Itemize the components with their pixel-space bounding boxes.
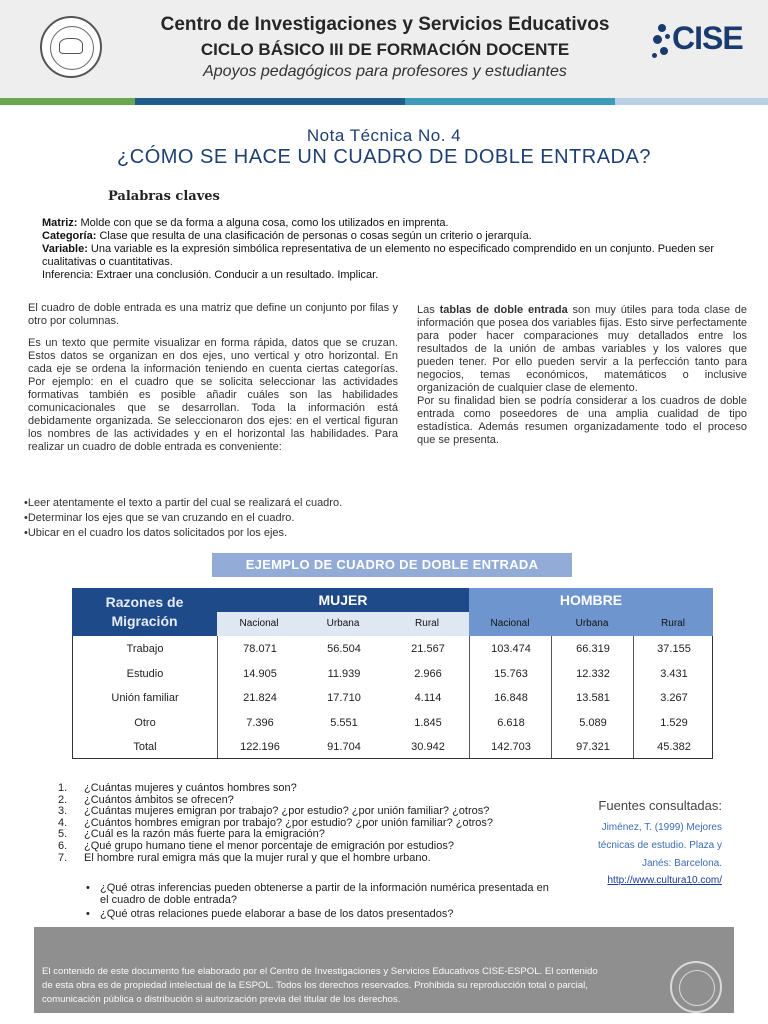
corner-header: Razones de Migración xyxy=(72,588,217,636)
header-title: Centro de Investigaciones y Servicios Educativos xyxy=(160,14,610,35)
definitions xyxy=(42,217,732,282)
definition-item: Inferencia: Extraer una conclusión. Conducir a un resultado. Implicar. xyxy=(42,269,379,281)
example-title: EJEMPLO DE CUADRO DE DOBLE ENTRADA xyxy=(212,553,572,577)
copyright-text: El contenido de este documento fue elaborado por el Centro de Investigaciones y Servicios Educativos CISE-ESPOL. El contenido de esta obra es de propiedad intelectual de la ESPOL. Todos los derechos reservados. Prohibida su reproducción total o parcial, comunicación pública o distribución si autorización previa del titular de los derechos. xyxy=(42,966,598,1005)
table-cell: 5.089 xyxy=(579,716,607,729)
sub-questions-list xyxy=(86,883,556,924)
list-item: • ¿Qué otras relaciones puede elaborar a base de los datos presentados? xyxy=(86,908,454,921)
table-cell: 78.071 xyxy=(243,643,277,655)
group-header-mujer: MUJER xyxy=(217,588,469,612)
table-cell: 103.474 xyxy=(491,643,531,655)
page-footer xyxy=(34,927,734,1013)
table-cell: 5.551 xyxy=(330,716,358,729)
question-item: 1. ¿Cuántas mujeres y cuántos hombres son? xyxy=(58,782,297,794)
double-entry-table xyxy=(72,588,713,759)
table-cell: 1.845 xyxy=(414,716,442,729)
left-column xyxy=(28,302,398,463)
subheader-cell: Nacional xyxy=(217,612,301,636)
table-row xyxy=(73,735,714,759)
table-cell: 45.382 xyxy=(657,741,691,753)
table-cell: 16.848 xyxy=(494,692,528,704)
espol-seal-icon xyxy=(40,16,102,78)
table-cell: 17.710 xyxy=(327,692,361,704)
table-cell: 66.319 xyxy=(576,643,610,655)
definition-item: Variable: Una variable es la expresión simbólica representativa de un elemento no especificado comprendido en un conjunto. Pueden ser cualitativas o cuantitativas. xyxy=(42,243,715,268)
table-cell: 7.396 xyxy=(246,716,274,729)
table-cell: 11.939 xyxy=(327,667,361,680)
table-row xyxy=(73,662,714,686)
question-item: 4. ¿Cuántos hombres emigran por trabajo? ¿por estudio? ¿por unión familiar? ¿otros? xyxy=(58,816,494,829)
table-cell: 142.703 xyxy=(491,741,531,753)
list-item: • ¿Qué otras inferencias pueden obtenerse a partir de la información numérica presentada en el cuadro de doble entrada? xyxy=(86,882,549,906)
row-label: Total xyxy=(133,741,157,753)
table-cell: 56.504 xyxy=(327,643,361,655)
row-label: Estudio xyxy=(126,667,164,680)
questions-list xyxy=(58,783,578,864)
table-cell: 2.966 xyxy=(414,667,442,680)
list-item: •Leer atentamente el texto a partir del cual se realizará el cuadro. xyxy=(24,497,343,509)
table-cell: 14.905 xyxy=(243,667,277,680)
row-label: Otro xyxy=(134,716,156,729)
sources xyxy=(560,798,722,889)
table-cell: 6.618 xyxy=(497,716,525,729)
header-tagline: Apoyos pedagógicos para profesores y estudiantes xyxy=(203,63,567,80)
table-header xyxy=(72,588,713,636)
table-cell: 30.942 xyxy=(411,741,445,753)
list-item: •Determinar los ejes que se van cruzando en el cuadro. xyxy=(24,512,295,524)
subheader-cell: Rural xyxy=(633,612,713,636)
sources-title: Fuentes consultadas: xyxy=(598,798,722,813)
steps-list xyxy=(24,496,524,541)
dots-icon xyxy=(652,20,674,62)
table-row xyxy=(73,711,714,735)
question-item: 5. ¿Cuál es la razón más fuerte para la emigración? xyxy=(58,828,325,841)
row-label: Unión familiar xyxy=(111,692,179,704)
table-row xyxy=(73,686,714,710)
header-stripes xyxy=(0,98,768,105)
header-subtitle: CICLO BÁSICO III DE FORMACIÓN DOCENTE xyxy=(200,40,570,59)
page-header xyxy=(0,0,768,98)
subheader-cell: Nacional xyxy=(469,612,551,636)
table-cell: 15.763 xyxy=(494,667,528,680)
subheader-cell: Rural xyxy=(385,612,469,636)
right-column xyxy=(417,304,747,447)
table-cell: 122.196 xyxy=(240,741,280,753)
table-cell: 12.332 xyxy=(576,667,610,680)
right-paragraph-1: Las tablas de doble entrada son muy útiles para toda clase de información que posea dos variables fijas. Esto sirve perfectamente para poder hacer comparaciones muy detallados entre los resultados de la unión de ambas variables y los valores que pueden tener. Por ello pueden servir a la perfección tanto para negocios, temas económicos, matemáticos o inclusive organización de cualquier clase de elemento. xyxy=(417,304,747,394)
subheader-cell: Urbana xyxy=(551,612,633,636)
table-cell: 1.529 xyxy=(660,716,688,729)
question-item: 2. ¿Cuántos ámbitos se ofrecen? xyxy=(58,793,234,806)
main-title: ¿CÓMO SE HACE UN CUADRO DE DOBLE ENTRADA? xyxy=(117,146,651,168)
definition-item: Categoría: Clase que resulta de una clasificación de personas o cosas según un criterio o jerarquía. xyxy=(42,230,532,242)
table-cell: 97.321 xyxy=(576,741,610,753)
table-cell: 3.267 xyxy=(660,692,688,704)
left-paragraph-2: Es un texto que permite visualizar en forma rápida, datos que se cruzan. Estos datos se organizan en dos ejes, uno vertical y otro horizontal. En cada eje se ordena la información teniendo en cuenta ciertas categorías. Por ejemplo: en el cuadro que se solicita seleccionar las actividades formativas también es posible añadir cuáles son las habilidades comunicacionales que se desarrollan. Toda la información está debidamente organizada. Se seleccionaron dos ejes: en el vertical figuran los nombres de las actividades y en el horizontal las habilidades. Para realizar un cuadro de doble entrada es conveniente: xyxy=(28,337,398,453)
table-body xyxy=(72,636,713,759)
table-cell: 21.824 xyxy=(243,692,277,704)
note-title: Nota Técnica No. 4 xyxy=(306,126,462,145)
keywords-title: Palabras claves xyxy=(108,189,220,204)
question-item: 3. ¿Cuántas mujeres emigran por trabajo? ¿por estudio? ¿por unión familiar? ¿otros? xyxy=(58,805,490,818)
table-row xyxy=(73,637,714,661)
definition-item: Matriz: Molde con que se da forma a alguna cosa, como los utilizados en imprenta. xyxy=(42,217,449,229)
group-header-hombre: HOMBRE xyxy=(469,588,713,612)
table-cell: 13.581 xyxy=(576,692,610,704)
right-paragraph-2: Por su finalidad bien se podría considerar a los cuadros de doble entrada como poseedores de una amplia cualidad de tipo estadística. Además resumen organizadamente todo el proceso que se presenta. xyxy=(417,395,747,446)
source-link[interactable]: http://www.cultura10.com/ xyxy=(607,875,722,886)
cise-logo xyxy=(652,18,752,64)
left-paragraph-1: El cuadro de doble entrada es una matriz que define un conjunto por filas y otro por columnas. xyxy=(28,302,398,327)
question-item: 7. El hombre rural emigra más que la mujer rural y que el hombre urbano. xyxy=(58,851,431,864)
question-item: 6. ¿Qué grupo humano tiene el menor porcentaje de emigración por estudios? xyxy=(58,839,454,852)
list-item: •Ubicar en el cuadro los datos solicitados por los ejes. xyxy=(24,527,288,539)
table-cell: 21.567 xyxy=(411,643,445,655)
row-label: Trabajo xyxy=(126,643,164,655)
table-cell: 37.155 xyxy=(657,643,691,655)
table-cell: 91.704 xyxy=(327,741,361,753)
table-cell: 4.114 xyxy=(414,692,442,704)
source-citation: Jiménez, T. (1999) Mejores técnicas de estudio. Plaza y Janés: Barcelona. xyxy=(598,822,722,869)
table-cell: 3.431 xyxy=(660,667,688,680)
subheader-cell: Urbana xyxy=(301,612,385,636)
espol-seal-icon xyxy=(670,961,722,1013)
logo-text: CISE xyxy=(672,20,743,56)
